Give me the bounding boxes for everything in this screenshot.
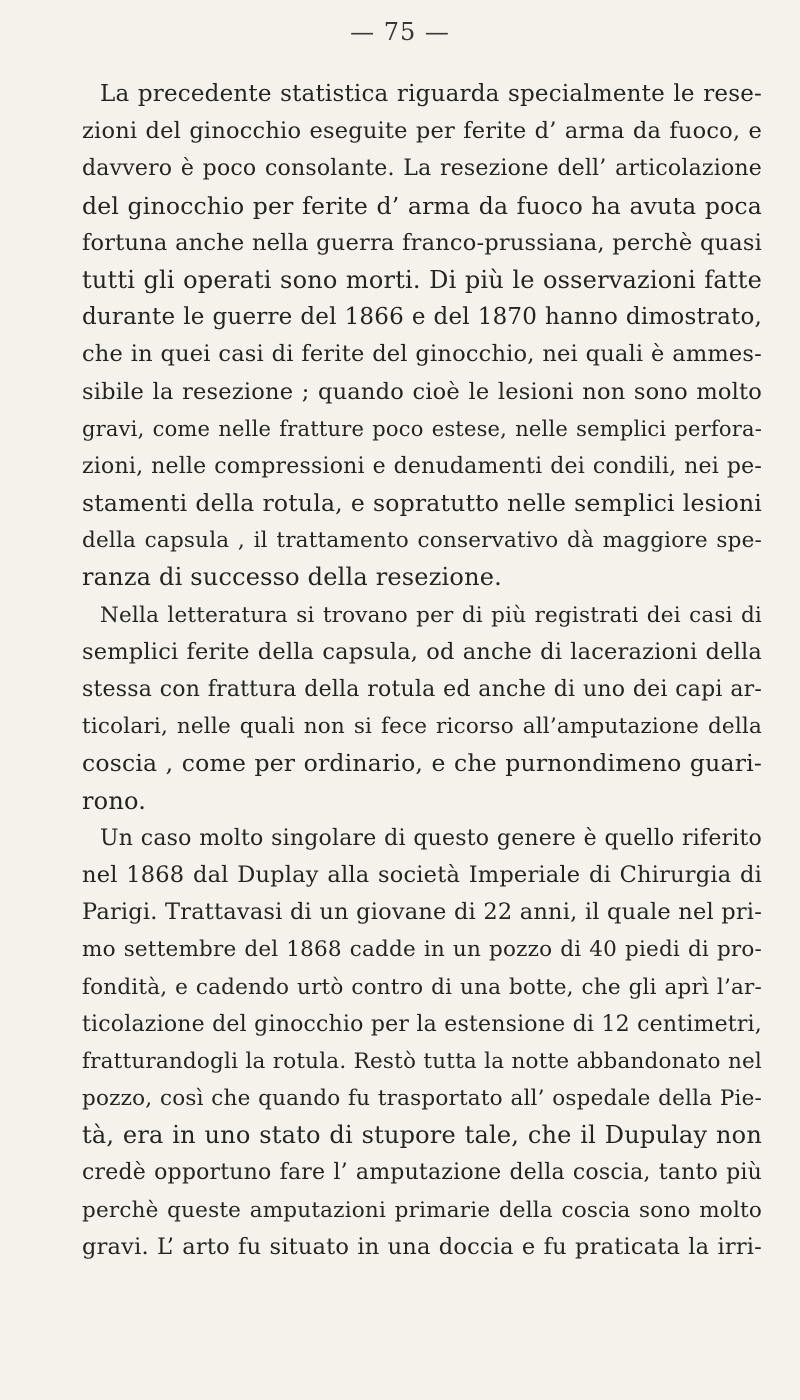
text-line: del ginocchio per ferite d’ arma da fuoco ha avuta poca xyxy=(82,191,762,220)
text-line: gravi, come nelle fratture poco estese, nelle semplici perfora- xyxy=(82,416,762,441)
text-line: durante le guerre del 1866 e del 1870 hanno dimostrato, xyxy=(82,304,762,331)
text-line: davvero è poco consolante. La resezione dell’ articolazione xyxy=(82,156,762,182)
text-line: zioni del ginocchio eseguite per ferite d’ arma da fuoco, e xyxy=(82,118,762,145)
text-line: Parigi. Trattavasi di un giovane di 22 anni, il quale nel pri- xyxy=(82,899,762,926)
page-number: — 75 — xyxy=(350,18,450,46)
text-line: coscia , come per ordinario, e che purnondimeno guari- xyxy=(82,749,762,778)
text-line: pozzo, così che quando fu trasportato all’ ospedale della Pie- xyxy=(82,1086,762,1112)
text-line: tutti gli operati sono morti. Di più le osservazioni fatte xyxy=(82,265,762,294)
text-line: credè opportuno fare l’ amputazione della coscia, tanto più xyxy=(82,1160,762,1186)
text-line: stessa con frattura della rotula ed anche di uno dei capi ar- xyxy=(82,677,762,702)
text-line: fondità, e cadendo urtò contro di una botte, che gli aprì l’ar- xyxy=(82,974,762,1000)
text-line: gravi. L’ arto fu situato in una doccia e fu praticata la irri- xyxy=(82,1233,762,1260)
text-line: ticolari, nelle quali non si fece ricorso all’amputazione della xyxy=(82,714,762,740)
text-line: semplici ferite della capsula, od anche di lacerazioni della xyxy=(82,638,762,665)
text-line: ticolazione del ginocchio per la estensione di 12 centimetri, xyxy=(82,1011,762,1037)
text-line: zioni, nelle compressioni e denudamenti dei condili, nei pe- xyxy=(82,453,762,479)
text-line: Un caso molto singolare di questo genere è quello riferito xyxy=(100,825,762,851)
text-line: rono. xyxy=(82,786,147,815)
text-line: fratturandogli la rotula. Restò tutta la notte abbandonato nel xyxy=(82,1048,762,1074)
text-line: sibile la resezione ; quando cioè le lesioni non sono molto xyxy=(82,378,762,405)
text-line: tà, era in uno stato di stupore tale, che il Dupulay non xyxy=(82,1121,762,1150)
text-line: ranza di successo della resezione. xyxy=(82,563,502,592)
text-line: nel 1868 dal Duplay alla società Imperiale di Chirurgia di xyxy=(82,861,762,888)
text-line: stamenti della rotula, e sopratutto nelle semplici lesioni xyxy=(82,489,762,518)
text-line: che in quei casi di ferite del ginocchio, nei quali è ammes- xyxy=(82,341,762,368)
text-line: mo settembre del 1868 cadde in un pozzo di 40 piedi di pro- xyxy=(82,937,762,963)
text-line: Nella letteratura si trovano per di più registrati dei casi di xyxy=(100,602,762,628)
text-line: fortuna anche nella guerra franco-prussiana, perchè quasi xyxy=(82,229,762,256)
text-line: perchè queste amputazioni primarie della coscia sono molto xyxy=(82,1197,762,1223)
text-line: della capsula , il trattamento conservativo dà maggiore spe- xyxy=(82,528,762,554)
body-text xyxy=(82,76,762,1266)
text-line: La precedente statistica riguarda specialmente le rese- xyxy=(100,81,762,107)
